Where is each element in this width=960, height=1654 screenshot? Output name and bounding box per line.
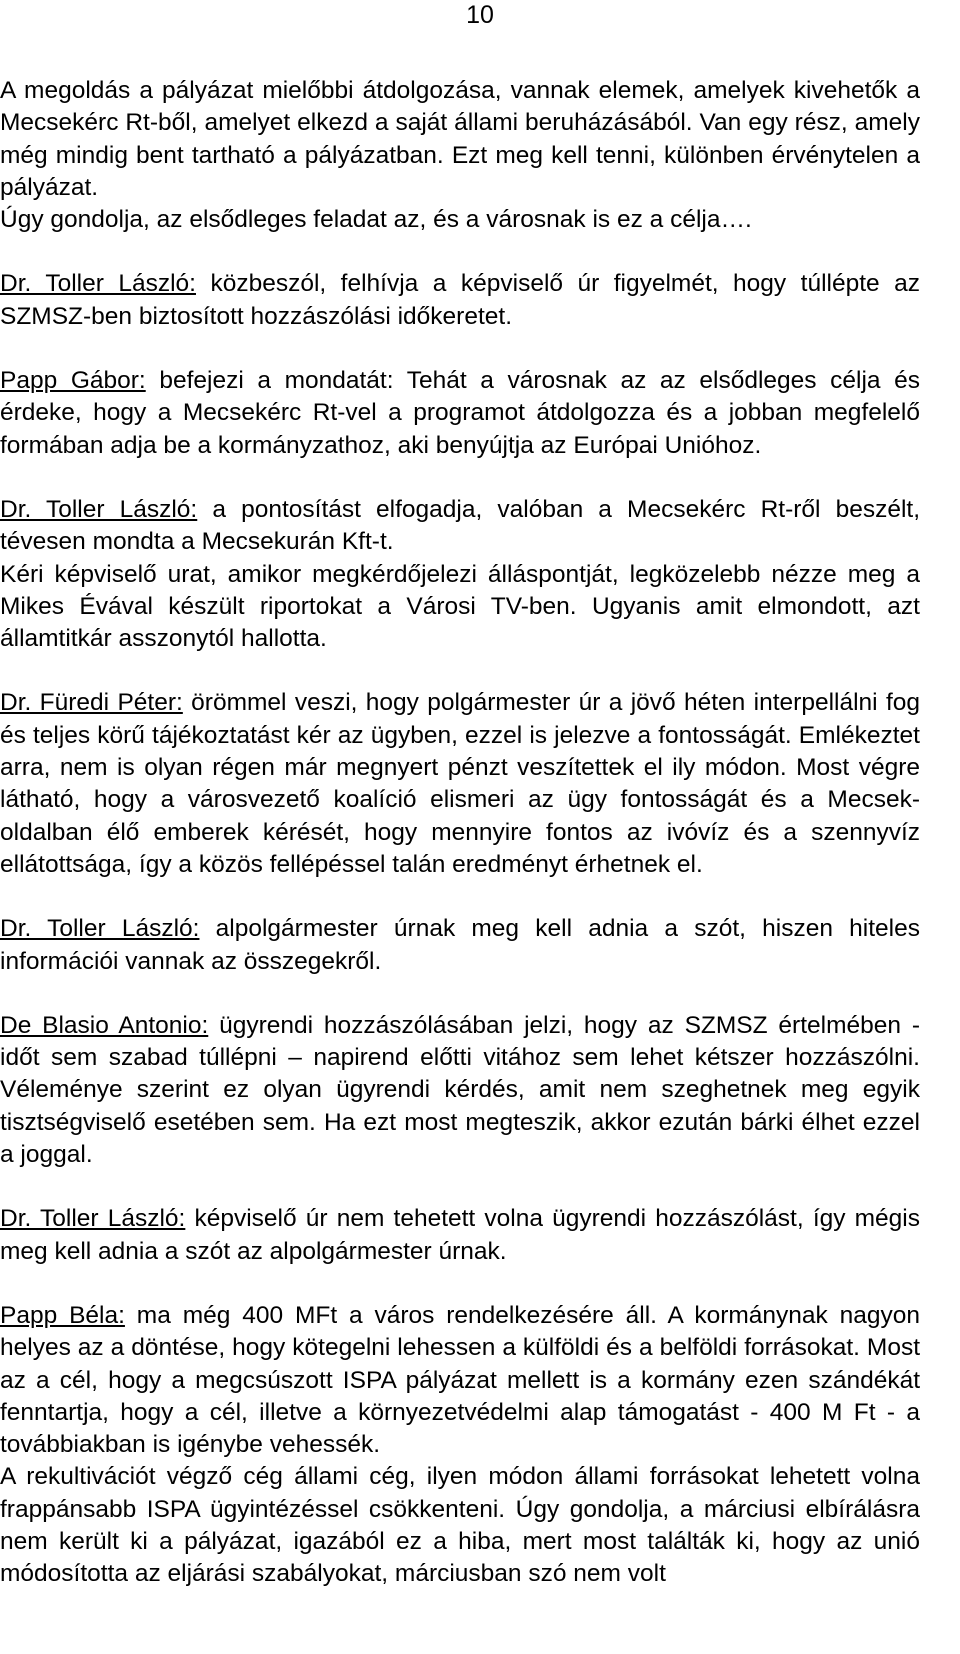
paragraph-text: képviselő úr nem tehetett volna ügyrendi hozzászólást, így mégis meg kell adnia a szót az alpolgármester úrnak. bbox=[0, 1205, 920, 1265]
paragraph bbox=[0, 494, 920, 559]
paragraph-text: közbeszól, felhívja a képviselő úr figyelmét, hogy túllépte az SZMSZ-ben biztosított hozzászólási időkeretet. bbox=[0, 270, 920, 330]
paragraph bbox=[0, 687, 920, 881]
paragraph-text: alpolgármester úrnak meg kell adnia a szót, hiszen hiteles információi vannak az összegekről. bbox=[0, 915, 920, 975]
paragraph bbox=[0, 913, 920, 978]
paragraph bbox=[0, 204, 920, 236]
paragraph bbox=[0, 75, 920, 204]
paragraph-text: Úgy gondolja, az elsődleges feladat az, és a városnak is ez a célja…. bbox=[0, 206, 752, 234]
paragraph-text: A rekultivációt végző cég állami cég, ilyen módon állami forrásokat lehetett volna frappánsabb ISPA ügyintézéssel csökkenteni. Úgy gondolja, a márciusi elbírálásra nem került ki a pályázat, igazából ez a hiba, mert most találták ki, hogy az unió módosította az eljárási szabályokat, márciusban szó nem volt bbox=[0, 1463, 920, 1588]
paragraph-text: a pontosítást elfogadja, valóban a Mecsekérc Rt-ről beszélt, tévesen mondta a Mecsekurán Kft-t. bbox=[0, 495, 921, 556]
paragraph-text: A megoldás a pályázat mielőbbi átdolgozása, vannak elemek, amelyek kivehetők a Mecsekérc Rt-ből, amelyet elkezd a saját állami beruházásából. Van egy rész, amely még mindig bent tartható a pályázatban. Ezt meg kell tenni, különben érvénytelen a pályázat. bbox=[0, 77, 920, 201]
paragraph-text: Kéri képviselő urat, amikor megkérdőjelezi álláspontját, legközelebb nézze meg a Mikes Évával készült riportokat a Városi TV-ben. Ugyanis amit elmondott, azt államtitkár asszonytól hallotta. bbox=[0, 560, 920, 653]
paragraph bbox=[0, 365, 920, 462]
speaker-name: Papp Gábor: bbox=[0, 367, 146, 395]
paragraph bbox=[0, 1461, 920, 1590]
paragraph-text: örömmel veszi, hogy polgármester úr a jövő héten interpellálni fog és teljes körű tájékoztatást kér az ügyben, ezzel is jelezve a fontosságát. Emlékeztet arra, nem is olyan régen már megnyert pénzt veszítettek el ily módon. Most végre látható, hogy a városvezető koalíció elismeri az ügy fontosságát és a Mecsek-oldalban élő emberek kérését, hogy mennyire fontos az ivóvíz és a szennyvíz ellátottsága, így a közös fellépéssel talán eredményt érhetnek el. bbox=[0, 689, 921, 878]
paragraph bbox=[0, 1203, 920, 1268]
paragraph-text: ügyrendi hozzászólásában jelzi, hogy az SZMSZ értelmében - időt sem szabad túllépni – napirend előtti vitához sem lehet kétszer hozzászólni. Véleménye szerint ez olyan ügyrendi kérdés, amit nem szeghetnek meg egyik tisztségviselő esetében sem. Ha ezt most megteszik, akkor ezután bárki élhet ezzel a joggal. bbox=[0, 1011, 920, 1169]
paragraph bbox=[0, 1010, 920, 1171]
speaker-name: Papp Béla: bbox=[0, 1301, 125, 1329]
paragraph-text: befejezi a mondatát: Tehát a városnak az az elsődleges célja és érdeke, hogy a Mecsekérc Rt-vel a programot átdolgozza és a jobban megfelelő formában adja be a kormányzathoz, aki benyújtja az Európai Unióhoz. bbox=[0, 367, 920, 459]
paragraph bbox=[0, 268, 920, 333]
paragraph bbox=[0, 559, 920, 656]
speaker-name: Dr. Toller László: bbox=[0, 915, 200, 943]
speaker-name: Dr. Toller László: bbox=[0, 270, 196, 298]
paragraph-text: ma még 400 MFt a város rendelkezésére áll. A kormánynak nagyon helyes az a döntése, hogy kötegelni lehessen a külföldi és a belföldi forrásokat. Most az a cél, hogy a megcsúszott ISPA pályázat mellett is a kormány ezen szándékát fenntartja, hogy a cél, illetve a környezetvédelmi alap támogatást - 400 M Ft - a továbbiakban is igénybe vehessék. bbox=[0, 1301, 921, 1459]
speaker-name: Dr. Füredi Péter: bbox=[0, 689, 183, 717]
speaker-name: Dr. Toller László: bbox=[0, 1205, 186, 1233]
paragraph bbox=[0, 1300, 920, 1461]
document-body bbox=[0, 75, 920, 1591]
page-number: 10 bbox=[466, 1, 494, 29]
speaker-name: De Blasio Antonio: bbox=[0, 1011, 209, 1039]
speaker-name: Dr. Toller László: bbox=[0, 495, 198, 523]
